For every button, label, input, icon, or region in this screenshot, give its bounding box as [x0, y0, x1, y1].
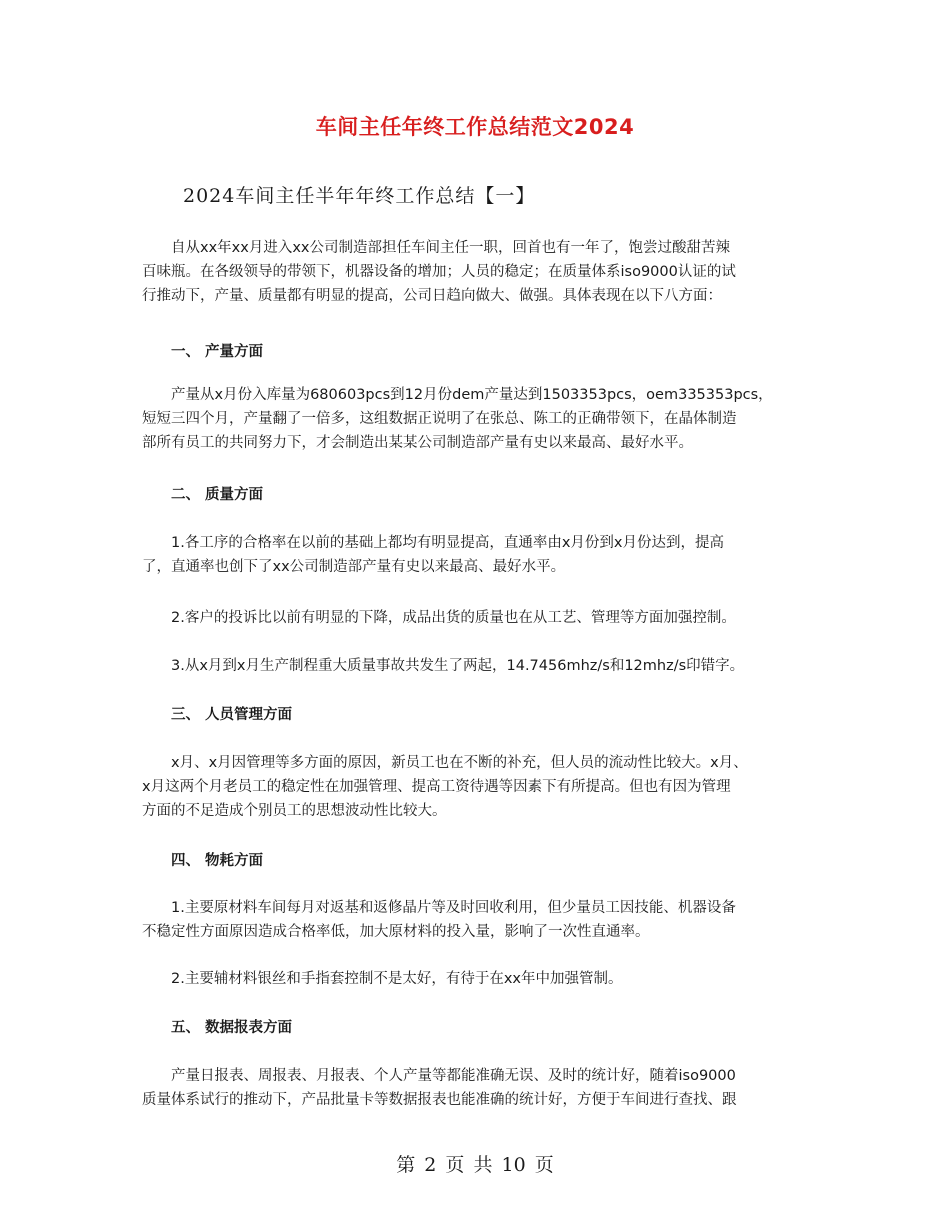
page-number-footer: 第 2 页 共 10 页 — [396, 1154, 554, 1176]
paragraph-line: x月、x月因管理等多方面的原因，新员工也在不断的补充，但人员的流动性比较大。x月、 — [171, 755, 748, 771]
paragraph-line: 行推动下，产量、质量都有明显的提高，公司日趋向做大、做强。具体表现在以下八方面： — [142, 288, 722, 304]
paragraph-line: 百味瓶。在各级领导的带领下，机器设备的增加；人员的稳定；在质量体系iso9000认证的试 — [142, 264, 736, 280]
paragraph-line: 2.客户的投诉比以前有明显的下降，成品出货的质量也在从工艺、管理等方面加强控制。 — [171, 610, 736, 626]
paragraph-line: 1.主要原材料车间每月对返基和返修晶片等及时回收利用，但少量员工因技能、机器设备 — [171, 900, 736, 916]
paragraph-line: 短短三四个月，产量翻了一倍多，这组数据正说明了在张总、陈工的正确带领下，在晶体制造 — [142, 411, 737, 427]
intro-paragraph — [142, 236, 810, 308]
paragraph-line: x月这两个月老员工的稳定性在加强管理、提高工资待遇等因素下有所提高。但也有因为管理 — [142, 779, 731, 795]
section-heading-reports: 五、 数据报表方面 — [171, 1020, 293, 1036]
section-heading-materials: 四、 物耗方面 — [171, 853, 264, 869]
materials-item-2 — [142, 967, 810, 991]
document-title: 车间主任年终工作总结范文2024 — [315, 115, 635, 139]
paragraph-line: 3.从x月到x月生产制程重大质量事故共发生了两起，14.7456mhz/s和12mhz/s印错字。 — [171, 658, 745, 674]
reports-paragraph — [142, 1064, 810, 1112]
section-heading-quality: 二、 质量方面 — [171, 487, 264, 503]
staff-paragraph — [142, 751, 810, 823]
paragraph-line: 1.各工序的合格率在以前的基础上都均有明显提高，直通率由x月份到x月份达到，提高 — [171, 535, 724, 551]
output-paragraph — [142, 383, 810, 455]
paragraph-line: 方面的不足造成个别员工的思想波动性比较大。 — [142, 803, 447, 819]
quality-item-3 — [142, 654, 810, 678]
paragraph-line: 部所有员工的共同努力下，才会制造出某某公司制造部产量有史以来最高、最好水平。 — [142, 435, 693, 451]
paragraph-line: 自从xx年xx月进入xx公司制造部担任车间主任一职，回首也有一年了，饱尝过酸甜苦辣 — [171, 240, 730, 256]
section-heading-output: 一、 产量方面 — [171, 344, 264, 360]
paragraph-line: 产量日报表、周报表、月报表、个人产量等都能准确无误、及时的统计好，随着iso9000 — [171, 1068, 736, 1084]
quality-item-2 — [142, 606, 810, 630]
section-subtitle: 2024车间主任半年年终工作总结【一】 — [183, 185, 536, 207]
paragraph-line: 不稳定性方面原因造成合格率低，加大原材料的投入量，影响了一次性直通率。 — [142, 924, 650, 940]
paragraph-line: 产量从x月份入库量为680603pcs到12月份dem产量达到1503353pcs，oem335353pcs， — [171, 387, 773, 403]
paragraph-line: 2.主要辅材料银丝和手指套控制不是太好，有待于在xx年中加强管制。 — [171, 971, 623, 987]
materials-item-1 — [142, 896, 810, 944]
paragraph-line: 质量体系试行的推动下，产品批量卡等数据报表也能准确的统计好，方便于车间进行查找、跟 — [142, 1092, 737, 1108]
paragraph-line: 了，直通率也创下了xx公司制造部产量有史以来最高、最好水平。 — [142, 559, 566, 575]
section-heading-staff: 三、 人员管理方面 — [171, 707, 293, 723]
quality-item-1 — [142, 531, 810, 579]
